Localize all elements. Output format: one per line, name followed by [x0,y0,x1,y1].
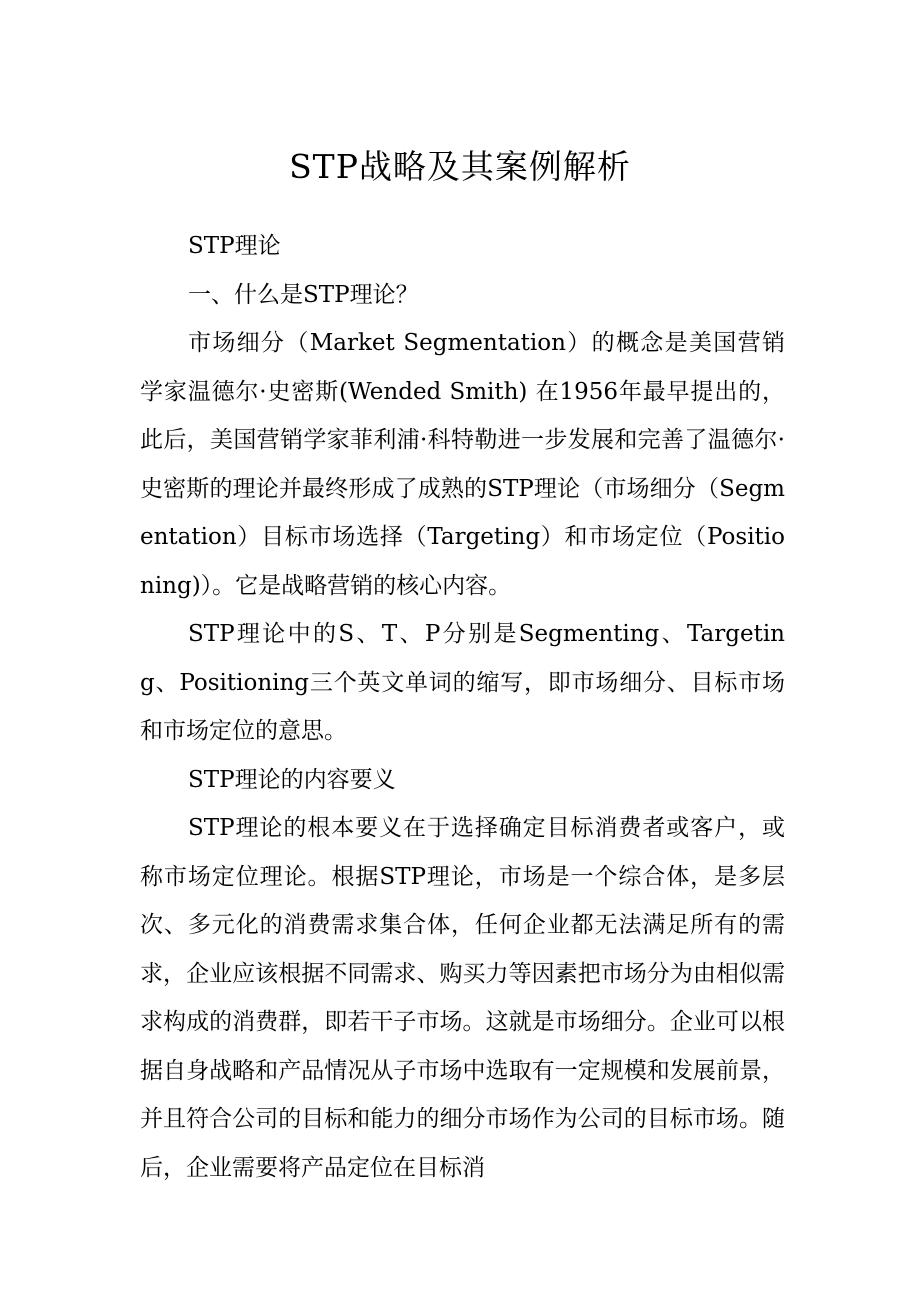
question-heading: 一、什么是STP理论？ [188,281,419,308]
paragraph-core-meaning: STP理论的根本要义在于选择确定目标消费者或客户，或称市场定位理论。根据STP理论，市场是一个综合体，是多层次、多元化的消费需求集合体，任何企业都无法满足所有的需求，企业应该根据不同需求、购买力等因素把市场分为由相似需求构成的消费群，即若干子市场。这就是市场细分。企业可以根据自身战略和产品情况从子市场中选取有一定规模和发展前景，并且符合公司的目标和能力的细分市场作为公司的目标市场。随后，企业需要将产品定位在目标消 [140,815,785,1181]
paragraph-abbreviation: STP理论中的S、T、P分别是Segmenting、Targeting、Positioning三个英文单词的缩写，即市场细分、目标市场和市场定位的意思。 [140,621,785,744]
document-body [140,222,785,1192]
document-title: STP战略及其案例解析 [289,147,631,186]
section-heading-stp-theory: STP理论 [188,233,281,259]
paragraph-origin: 市场细分（Market Segmentation）的概念是美国营销学家温德尔·史密斯(Wended Smith) 在1956年最早提出的，此后，美国营销学家菲利浦·科特勒进一步发展和完善了温德尔·史密斯的理论并最终形成了成熟的STP理论（市场细分（Segmentation）目标市场选择（Targeting）和市场定位（Positioning)）。它是战略营销的核心内容。 [140,330,785,599]
section-heading-content-meaning: STP理论的内容要义 [188,766,396,793]
